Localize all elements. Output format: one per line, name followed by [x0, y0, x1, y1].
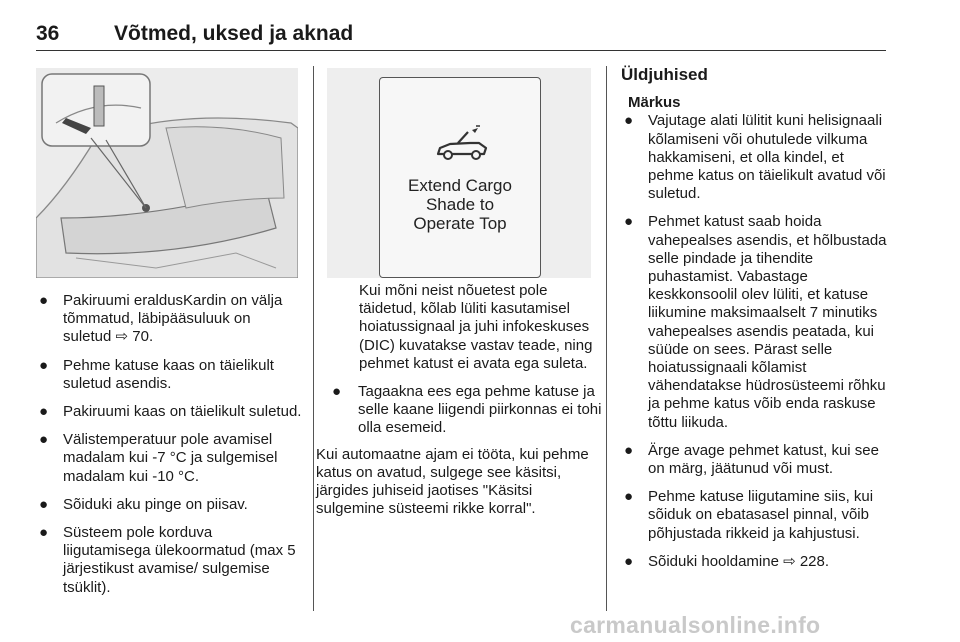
bullet: ● [39, 356, 49, 374]
convertible-car-icon [380, 116, 540, 176]
list-item: ● Pehme katuse liigutamine siis, kui sõiduk on ebatasasel pinnal, võib põhjustada rikkeid ja kahjustusi. [624, 488, 874, 542]
list-item: ● Sõiduki hooldamine ⇨ 228. [624, 552, 830, 570]
bullet: ● [624, 441, 634, 459]
column-divider-left [313, 66, 314, 611]
page-title: Võtmed, uksed ja aknad [114, 22, 354, 45]
cargo-shade-illustration-icon [36, 68, 298, 278]
list-item: ● Ärge avage pehmet katust, kui see on märg, jäätunud või must. [624, 441, 879, 478]
list-item: ● Välistemperatuur pole avamisel madalam kui -7 °C ja sulgemisel madalam kui -10 °C. [39, 431, 278, 485]
bullet: ● [624, 213, 634, 231]
bullet: ● [624, 552, 634, 570]
list-item: ● Sõiduki aku pinge on piisav. [39, 495, 248, 513]
manual-close-paragraph: Kui automaatne ajam ei tööta, kui pehme katus on avatud, sulgege see käsitsi, järgides juhiseid jaotises "Käsitsi sulgemine süsteemi rikke korral". [316, 445, 589, 518]
page-number: 36 [36, 22, 60, 45]
bullet: ● [624, 112, 634, 130]
bullet: ● [39, 292, 49, 309]
header-divider [36, 50, 886, 51]
left-column [36, 292, 302, 607]
list-item: ● Pehmet katust saab hoida vahepealses asendis, et hõlbustada selle pindade ja tihendite puhastamist. Vabastage keskkonsoolil olev lüliti, et katuse liikumine maksimaalselt 7 minutiks vahepealses asendis peatada, kui süüde on sees. Pärast selle hoiatussignaali kõlamist vähendatakse hüdrosüsteemi rõhku ja pehme katus võib enda raskuse tõttu liikuda. [624, 213, 887, 431]
note-label: Märkus [628, 94, 681, 112]
bullet: ● [39, 431, 49, 449]
section-heading: Üldjuhised [621, 65, 708, 84]
requirements-list [36, 292, 302, 597]
dic-display-panel [379, 77, 541, 278]
bullet: ● [39, 403, 49, 421]
cargo-shade-figure [36, 68, 298, 278]
right-column [621, 66, 887, 581]
bullet: ● [39, 495, 49, 513]
dic-message-figure [327, 68, 591, 278]
bullet: ● [332, 383, 342, 401]
list-item: ● Vajutage alati lülitit kuni helisignaali kõlamiseni või ohutulede vilkuma hakkamiseni, et olla kindel, et pehme katus on täielikult avatud või suletud. [624, 112, 886, 203]
dic-message-text: Extend Cargo Shade to Operate Top [408, 176, 512, 233]
watermark: carmanualsonline.info [570, 612, 821, 638]
dic-caption: Kui mõni neist nõuetest pole täidetud, kõlab lüliti kasutamisel hoiatussignaal ja juhi infokeskuses (DIC) kuvatakse vastav teade, ning pehmet katust ei avata ega suleta. [359, 282, 593, 372]
list-item: ● Pakiruumi kaas on täielikult suletud. [39, 403, 302, 421]
bullet: ● [39, 524, 49, 542]
page-header [36, 22, 886, 52]
list-item: ● Tagaakna ees ega pehme katuse ja selle kaane liigendi piirkonnas ei tohi olla esemeid. [332, 383, 602, 437]
middle-column [316, 282, 602, 518]
list-item: ● Pehme katuse kaas on täielikult suletud asendis. [39, 356, 274, 392]
general-guidelines-list [621, 112, 887, 571]
list-item: ● Pakiruumi eraldusKardin on välja tõmmatud, läbipääsuluuk on suletud ⇨ 70. [39, 292, 283, 346]
list-item: ● Süsteem pole korduva liigutamisega ülekoormatud (max 5 järjestikust avamise/ sulgemise tsüklit). [39, 524, 296, 596]
bullet: ● [624, 488, 634, 506]
column-divider-right [606, 66, 607, 611]
obstruction-list [320, 383, 602, 438]
